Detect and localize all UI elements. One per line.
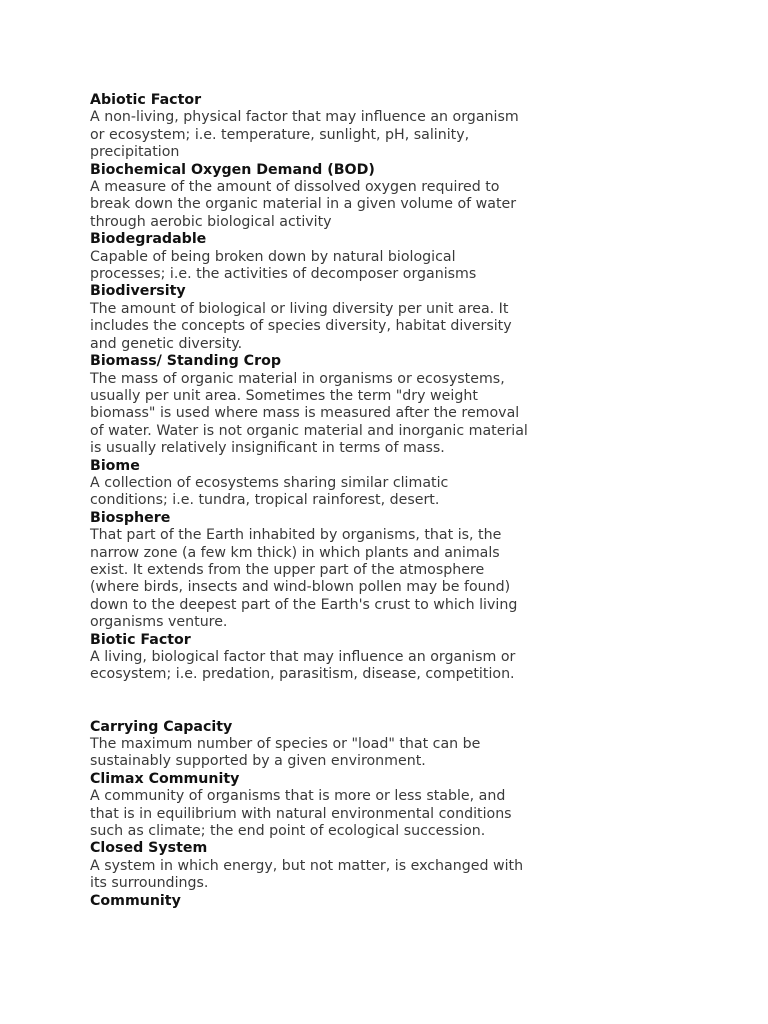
entry-term: Abiotic Factor [90,92,202,108]
glossary-entry [90,632,530,684]
entry-term: Biosphere [90,509,171,526]
entry-definition: A system in which energy, but not matter, is exchanged with its surroundings. [90,857,524,892]
entry-definition: A community of organisms that is more or less stable, and that is in equilibrium with natural environmental conditions such as climate; the end point of ecological succession. [90,788,512,840]
entry-definition: Capable of being broken down by natural biological processes; i.e. the activities of decomposer organisms [90,248,477,283]
entry-term: Closed System [90,840,208,857]
glossary-entry [90,510,530,632]
glossary-entry [90,92,530,162]
entry-term: Community [90,892,181,909]
entry-definition: That part of the Earth inhabited by organisms, that is, the narrow zone (a few km thick) in which plants and animals exist. It extends from the upper part of the atmosphere (where birds, insects and wind-blown pollen may be found) down to the deepest part of the Earth's crust to which living organisms venture. [90,527,518,631]
entry-term: Carrying Capacity [90,718,233,735]
entry-term: Biodiversity [90,283,186,300]
entry-term: Biome [90,457,140,474]
entry-definition: A living, biological factor that may influence an organism or ecosystem; i.e. predation, parasitism, disease, competition. [90,649,516,683]
glossary-entry [90,771,530,841]
entry-term: Climax Community [90,770,240,787]
glossary-entry [90,353,530,457]
entry-definition: The amount of biological or living diversity per unit area. It includes the concepts of species diversity, habitat diversity and genetic diversity. [90,300,512,352]
entry-definition: A measure of the amount of dissolved oxygen required to break down the organic material in a given volume of water through aerobic biological activity [90,179,517,230]
entry-definition: A collection of ecosystems sharing similar climatic conditions; i.e. tundra, tropical rainforest, desert. [90,474,449,509]
entry-definition: The mass of organic material in organisms or ecosystems, usually per unit area. Sometimes the term "dry weight biomass" is used where mass is measured after the removal of water. Water is not organic material and inorganic material is usually relatively insignificant in terms of mass. [90,370,528,457]
glossary-entry [90,458,530,510]
glossary-entry [90,893,530,910]
entry-term: Biomass/ Standing Crop [90,353,281,370]
entry-definition: The maximum number of species or "load" that can be sustainably supported by a given environment. [90,736,481,770]
section-spacer [90,684,530,719]
glossary-entry [90,719,530,771]
glossary-entry [90,283,530,353]
glossary-page [90,92,530,910]
entry-definition: A non-living, physical factor that may influence an organism or ecosystem; i.e. temperature, sunlight, pH, salinity, precipitation [90,109,519,161]
glossary-entry [90,162,530,232]
glossary-entry [90,231,530,283]
entry-term: Biodegradable [90,231,207,248]
entry-term: Biotic Factor [90,631,191,648]
glossary-entry [90,840,530,892]
entry-term: Biochemical Oxygen Demand (BOD) [90,161,375,178]
